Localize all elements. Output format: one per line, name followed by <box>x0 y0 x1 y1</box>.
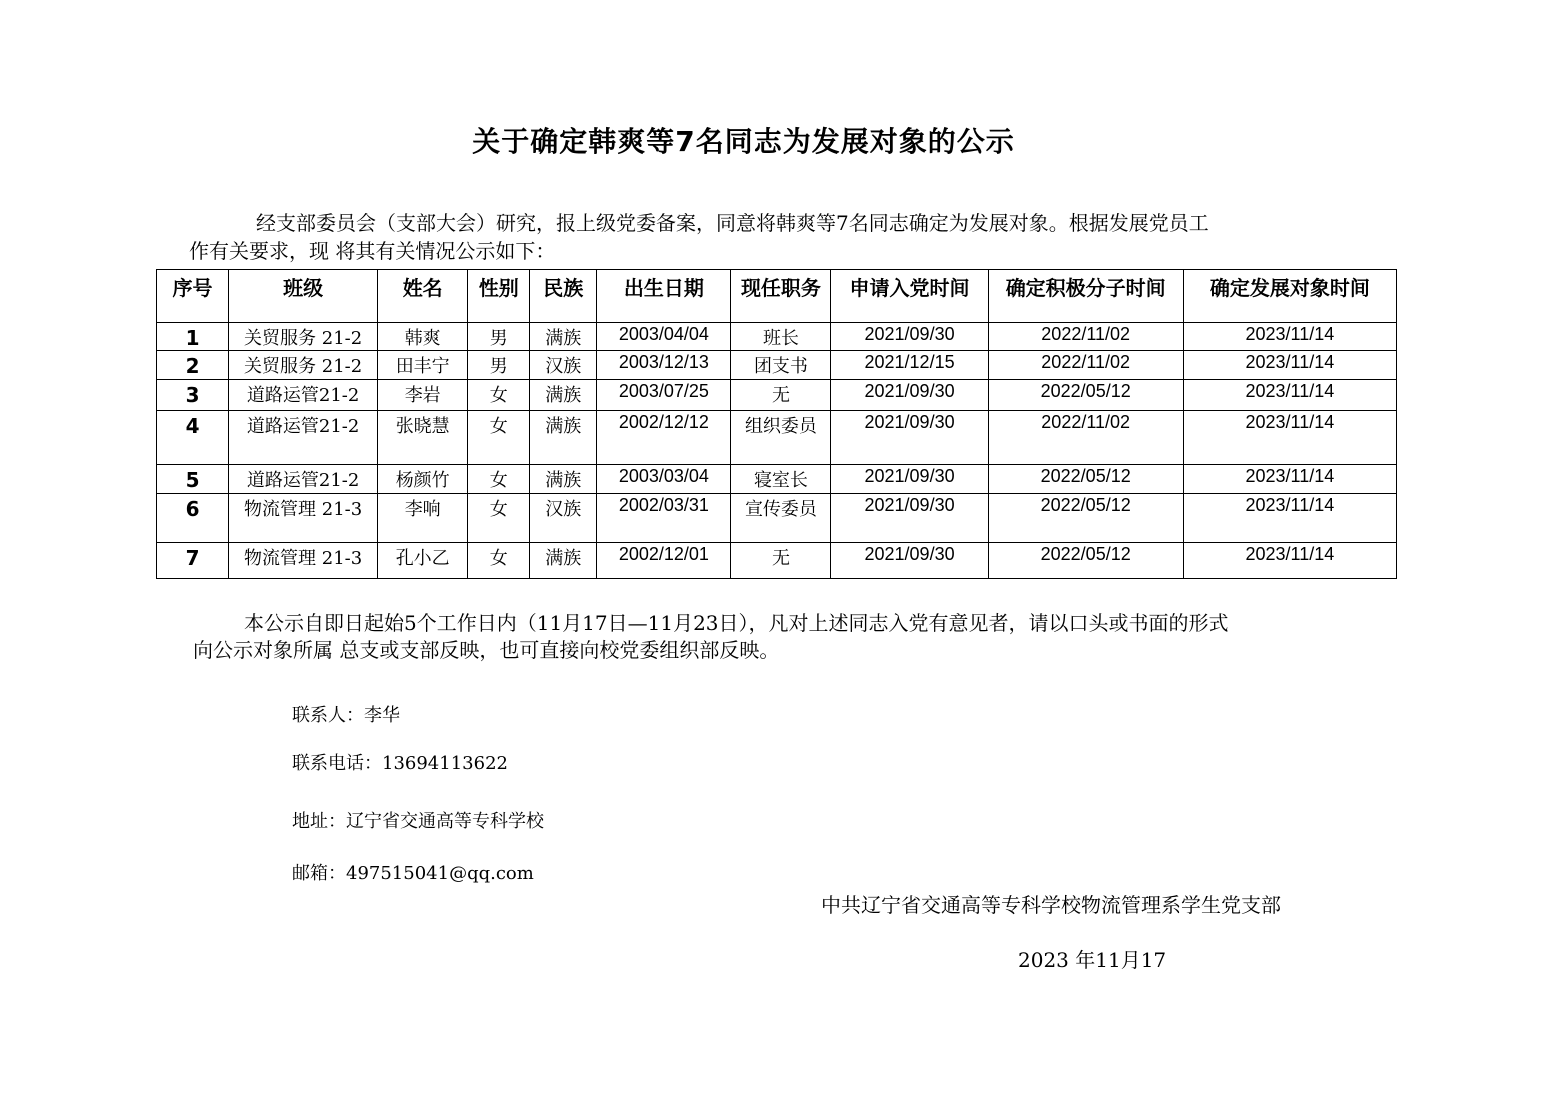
notice-line-2: 向公示对象所属 总支或支部反映，也可直接向校党委组织部反映。 <box>193 638 780 662</box>
row-gender: 男 <box>468 351 530 380</box>
table-row <box>157 411 1397 465</box>
row-ethnicity: 满族 <box>530 543 597 579</box>
row-birthdate: 2002/03/31 <box>597 494 731 543</box>
header-name: 姓名 <box>378 270 468 323</box>
row-class: 物流管理 21-3 <box>229 543 378 579</box>
row-name: 孔小乙 <box>378 543 468 579</box>
table-row <box>157 465 1397 494</box>
row-index: 6 <box>157 494 229 543</box>
header-index: 序号 <box>157 270 229 323</box>
contact-person: 联系人：李华 <box>292 705 400 726</box>
row-ethnicity: 汉族 <box>530 351 597 380</box>
row-ethnicity: 汉族 <box>530 494 597 543</box>
header-application-date: 申请入党时间 <box>831 270 988 323</box>
header-position: 现任职务 <box>731 270 831 323</box>
row-gender: 女 <box>468 543 530 579</box>
row-name: 韩爽 <box>378 323 468 351</box>
row-position: 寝室长 <box>731 465 831 494</box>
notice-line-1: 本公示自即日起始5个工作日内（11月17日—11月23日），凡对上述同志入党有意见者，请以口头或书面的形式 <box>244 611 1229 635</box>
row-position: 班长 <box>731 323 831 351</box>
row-birthdate: 2002/12/01 <box>597 543 731 579</box>
contact-phone: 联系电话：13694113622 <box>292 753 508 774</box>
row-gender: 女 <box>468 494 530 543</box>
row-name: 张晓慧 <box>378 411 468 465</box>
row-candidate-date: 2023/11/14 <box>1183 494 1396 543</box>
row-index: 5 <box>157 465 229 494</box>
row-application-date: 2021/12/15 <box>831 351 988 380</box>
row-index: 2 <box>157 351 229 380</box>
row-birthdate: 2003/04/04 <box>597 323 731 351</box>
header-class: 班级 <box>229 270 378 323</box>
row-ethnicity: 满族 <box>530 323 597 351</box>
row-index: 4 <box>157 411 229 465</box>
row-name: 李响 <box>378 494 468 543</box>
header-gender: 性别 <box>468 270 530 323</box>
row-birthdate: 2003/03/04 <box>597 465 731 494</box>
header-candidate-date: 确定发展对象时间 <box>1183 270 1396 323</box>
row-birthdate: 2002/12/12 <box>597 411 731 465</box>
row-ethnicity: 满族 <box>530 465 597 494</box>
row-birthdate: 2003/12/13 <box>597 351 731 380</box>
row-gender: 女 <box>468 465 530 494</box>
row-name: 杨颜竹 <box>378 465 468 494</box>
signature-date: 2023 年11月17 <box>1018 948 1167 972</box>
row-class: 道路运管21-2 <box>229 465 378 494</box>
row-ethnicity: 满族 <box>530 380 597 411</box>
row-class: 道路运管21-2 <box>229 411 378 465</box>
row-class: 道路运管21-2 <box>229 380 378 411</box>
row-position: 组织委员 <box>731 411 831 465</box>
row-candidate-date: 2023/11/14 <box>1183 465 1396 494</box>
row-activist-date: 2022/05/12 <box>988 465 1183 494</box>
intro-line-2: 作有关要求，现 将其有关情况公示如下： <box>189 239 556 263</box>
table-row <box>157 494 1397 543</box>
row-class: 关贸服务 21-2 <box>229 323 378 351</box>
row-ethnicity: 满族 <box>530 411 597 465</box>
row-application-date: 2021/09/30 <box>831 543 988 579</box>
row-index: 7 <box>157 543 229 579</box>
row-activist-date: 2022/05/12 <box>988 380 1183 411</box>
row-application-date: 2021/09/30 <box>831 411 988 465</box>
row-candidate-date: 2023/11/14 <box>1183 351 1396 380</box>
contact-address: 地址：辽宁省交通高等专科学校 <box>292 811 544 832</box>
header-birthdate: 出生日期 <box>597 270 731 323</box>
row-gender: 女 <box>468 411 530 465</box>
row-activist-date: 2022/11/02 <box>988 323 1183 351</box>
table-row <box>157 351 1397 380</box>
page-title: 关于确定韩爽等7名同志为发展对象的公示 <box>472 125 1015 158</box>
row-name: 田丰宁 <box>378 351 468 380</box>
row-application-date: 2021/09/30 <box>831 323 988 351</box>
row-name: 李岩 <box>378 380 468 411</box>
row-activist-date: 2022/11/02 <box>988 411 1183 465</box>
row-gender: 女 <box>468 380 530 411</box>
row-position: 宣传委员 <box>731 494 831 543</box>
row-index: 1 <box>157 323 229 351</box>
row-candidate-date: 2023/11/14 <box>1183 323 1396 351</box>
signature-organization: 中共辽宁省交通高等专科学校物流管理系学生党支部 <box>821 893 1281 917</box>
row-index: 3 <box>157 380 229 411</box>
row-candidate-date: 2023/11/14 <box>1183 380 1396 411</box>
intro-line-1: 经支部委员会（支部大会）研究，报上级党委备案，同意将韩爽等7名同志确定为发展对象。根据发展党员工 <box>256 211 1209 235</box>
roster-table <box>156 269 1397 579</box>
row-application-date: 2021/09/30 <box>831 494 988 543</box>
row-candidate-date: 2023/11/14 <box>1183 411 1396 465</box>
row-gender: 男 <box>468 323 530 351</box>
header-ethnicity: 民族 <box>530 270 597 323</box>
row-application-date: 2021/09/30 <box>831 465 988 494</box>
row-position: 团支书 <box>731 351 831 380</box>
row-class: 物流管理 21-3 <box>229 494 378 543</box>
row-candidate-date: 2023/11/14 <box>1183 543 1396 579</box>
row-birthdate: 2003/07/25 <box>597 380 731 411</box>
row-activist-date: 2022/11/02 <box>988 351 1183 380</box>
row-position: 无 <box>731 380 831 411</box>
contact-email: 邮箱：497515041@qq.com <box>292 863 534 884</box>
row-class: 关贸服务 21-2 <box>229 351 378 380</box>
row-activist-date: 2022/05/12 <box>988 543 1183 579</box>
table-row <box>157 543 1397 579</box>
table-header-row <box>157 270 1397 323</box>
table-row <box>157 380 1397 411</box>
row-application-date: 2021/09/30 <box>831 380 988 411</box>
table-row <box>157 323 1397 351</box>
row-position: 无 <box>731 543 831 579</box>
header-activist-date: 确定积极分子时间 <box>988 270 1183 323</box>
row-activist-date: 2022/05/12 <box>988 494 1183 543</box>
